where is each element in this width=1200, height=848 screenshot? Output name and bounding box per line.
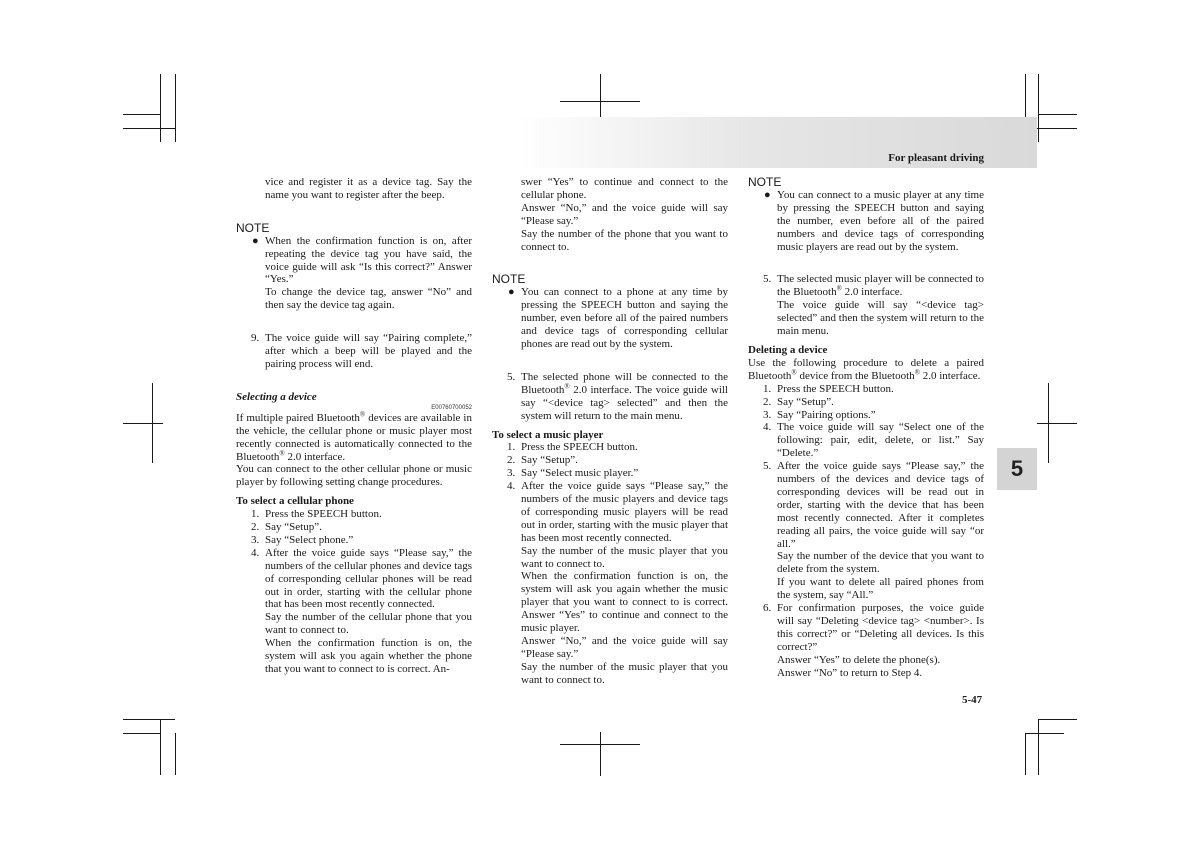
paragraph: Use the following procedure to delete a paired Bluetooth® device from the Bluetooth® 2.0 interface. — [748, 356, 984, 382]
bullet-icon: ● — [764, 188, 771, 201]
step-item: 5. The selected phone will be connected to the Bluetooth® 2.0 interface. The voice guide will say “<device tag> selected” and then the system will return to the main menu. — [507, 370, 728, 422]
step-item: 1. Press the SPEECH button. — [507, 441, 638, 454]
subheading: To select a cellular phone — [236, 495, 354, 508]
page-number: 5-47 — [962, 694, 983, 706]
paragraph: The voice guide will say “<device tag> selected” and then the system will return to the main menu. — [777, 299, 984, 338]
crop-mark — [123, 733, 160, 734]
paragraph: When the confirmation function is on, the system will ask you again whether the phone that you want to connect to is correct. An- — [265, 637, 472, 675]
step-item: 2. Say “Setup”. — [507, 454, 578, 467]
crop-mark — [152, 383, 153, 463]
paragraph: Say the number of the device that you want to delete from the system. — [777, 550, 984, 576]
chapter-tab — [997, 448, 1037, 490]
paragraph: Answer “No,” and the voice guide will say “Please say.” — [521, 635, 728, 660]
step-item: 4. The voice guide will say “Select one of the following: pair, edit, delete, or list.” Say “Delete.” — [763, 421, 984, 460]
step-item: 2. Say “Setup”. — [763, 395, 834, 408]
crop-mark — [1038, 74, 1039, 142]
crop-mark — [123, 423, 163, 424]
crop-mark — [1038, 114, 1077, 115]
step-item: 5. After the voice guide says “Please say,” the numbers of the devices and device tags of corresponding devices will be read out in order, starting with the device that has been most recently connected. After it completes reading all pairs, the voice guide will say “or all.” — [763, 460, 984, 550]
chapter-number: 5 — [1010, 455, 1024, 481]
crop-mark — [1048, 383, 1049, 463]
crop-mark — [1025, 733, 1064, 734]
crop-mark — [175, 74, 176, 142]
step-item: 3. Say “Select music player.” — [507, 467, 639, 480]
paragraph: Say the number of the cellular phone that you want to connect to. — [265, 611, 472, 637]
note-heading: NOTE — [236, 220, 270, 235]
page-header-title: For pleasant driving — [888, 152, 984, 164]
crop-mark — [123, 128, 175, 129]
crop-mark — [160, 719, 161, 775]
step-item: 4. After the voice guide says “Please say,” the numbers of the music players and device tags of corresponding music players will be read out in order, starting with the music player that has been most recently connected. — [507, 480, 728, 544]
paragraph: Say the number of the music player that you want to connect to. — [521, 544, 728, 570]
crop-mark — [123, 719, 175, 720]
paragraph: swer “Yes” to continue and connect to the cellular phone. — [521, 176, 728, 201]
note-bullet: ● You can connect to a music player at any time by pressing the SPEECH button and saying the number, even before all of the paired numbers and device tags of corresponding music players are read out by the system. — [764, 188, 984, 253]
note-heading: NOTE — [748, 175, 782, 189]
subheading: To select a music player — [492, 428, 604, 441]
column-2 — [492, 176, 728, 687]
step-item: 1. Press the SPEECH button. — [763, 382, 894, 395]
crop-mark — [1037, 423, 1077, 424]
crop-mark — [160, 74, 161, 142]
step-item: 9. The voice guide will say “Pairing complete,” after which a beep will be played and the pairing process will end. — [251, 332, 472, 370]
section-title: Selecting a device — [236, 390, 317, 403]
column-1 — [236, 176, 472, 676]
crop-mark — [1038, 719, 1077, 720]
paragraph: When the confirmation function is on, the system will ask you again whether the music player that you want to connect to is correct. Answer “Yes” to continue and connect to the music player. — [521, 570, 728, 635]
step-item: 1. Press the SPEECH button. — [251, 508, 382, 521]
subheading: Deleting a device — [748, 343, 828, 356]
paragraph: Answer “No” to return to Step 4. — [777, 666, 923, 679]
paragraph: Say the number of the music player that you want to connect to. — [521, 660, 728, 686]
crop-mark — [175, 733, 176, 775]
note-heading: NOTE — [492, 272, 526, 287]
crop-mark — [600, 74, 601, 120]
paragraph: Say the number of the phone that you want to connect to. — [521, 227, 728, 253]
crop-mark — [600, 732, 601, 776]
step-item: 3. Say “Pairing options.” — [763, 408, 876, 421]
note-bullet: ● When the confirmation function is on, after repeating the device tag you have said, the voice guide will ask “Is this correct?” Answer “Yes.” — [252, 234, 472, 286]
bullet-icon: ● — [252, 234, 259, 247]
step-item: 5. The selected music player will be connected to the Bluetooth® 2.0 interface. — [763, 273, 984, 299]
paragraph: To change the device tag, answer “No” and then say the device tag again. — [265, 286, 472, 312]
step-item: 4. After the voice guide says “Please say,” the numbers of the cellular phones and device tags of corresponding cellular phones will be read out in order, starting with the cellular phone that has been most recently connected. — [251, 546, 472, 611]
crop-mark — [1038, 719, 1039, 775]
step-item: 6. For confirmation purposes, the voice guide will say “Deleting <device tag> <number>. Is this correct?” or “Deleting all devices. Is this correct?” — [763, 602, 984, 653]
paragraph: If multiple paired Bluetooth® devices are available in the vehicle, the cellular phone or music player most recently connected is automatically connected to the Bluetooth® 2.0 interface. — [236, 410, 472, 463]
bullet-icon: ● — [508, 286, 515, 299]
crop-mark — [1025, 733, 1026, 775]
paragraph: Answer “Yes” to delete the phone(s). — [777, 653, 941, 666]
paragraph: Answer “No,” and the voice guide will say “Please say.” — [521, 201, 728, 227]
paragraph: vice and register it as a device tag. Say the name you want to register after the beep. — [265, 176, 472, 201]
crop-mark — [123, 114, 160, 115]
paragraph: You can connect to the other cellular phone or music player by following setting change procedures. — [236, 463, 472, 489]
paragraph: If you want to delete all paired phones from the system, say “All.” — [777, 576, 984, 602]
step-item: 2. Say “Setup”. — [251, 521, 322, 534]
section-code: E00760700052 — [431, 404, 472, 411]
column-3 — [748, 176, 984, 680]
step-item: 3. Say “Select phone.” — [251, 533, 354, 546]
note-bullet: ● You can connect to a phone at any time by pressing the SPEECH button and saying the number, even before all of the paired numbers and device tags of corresponding cellular phones are read out by the system. — [508, 286, 728, 350]
